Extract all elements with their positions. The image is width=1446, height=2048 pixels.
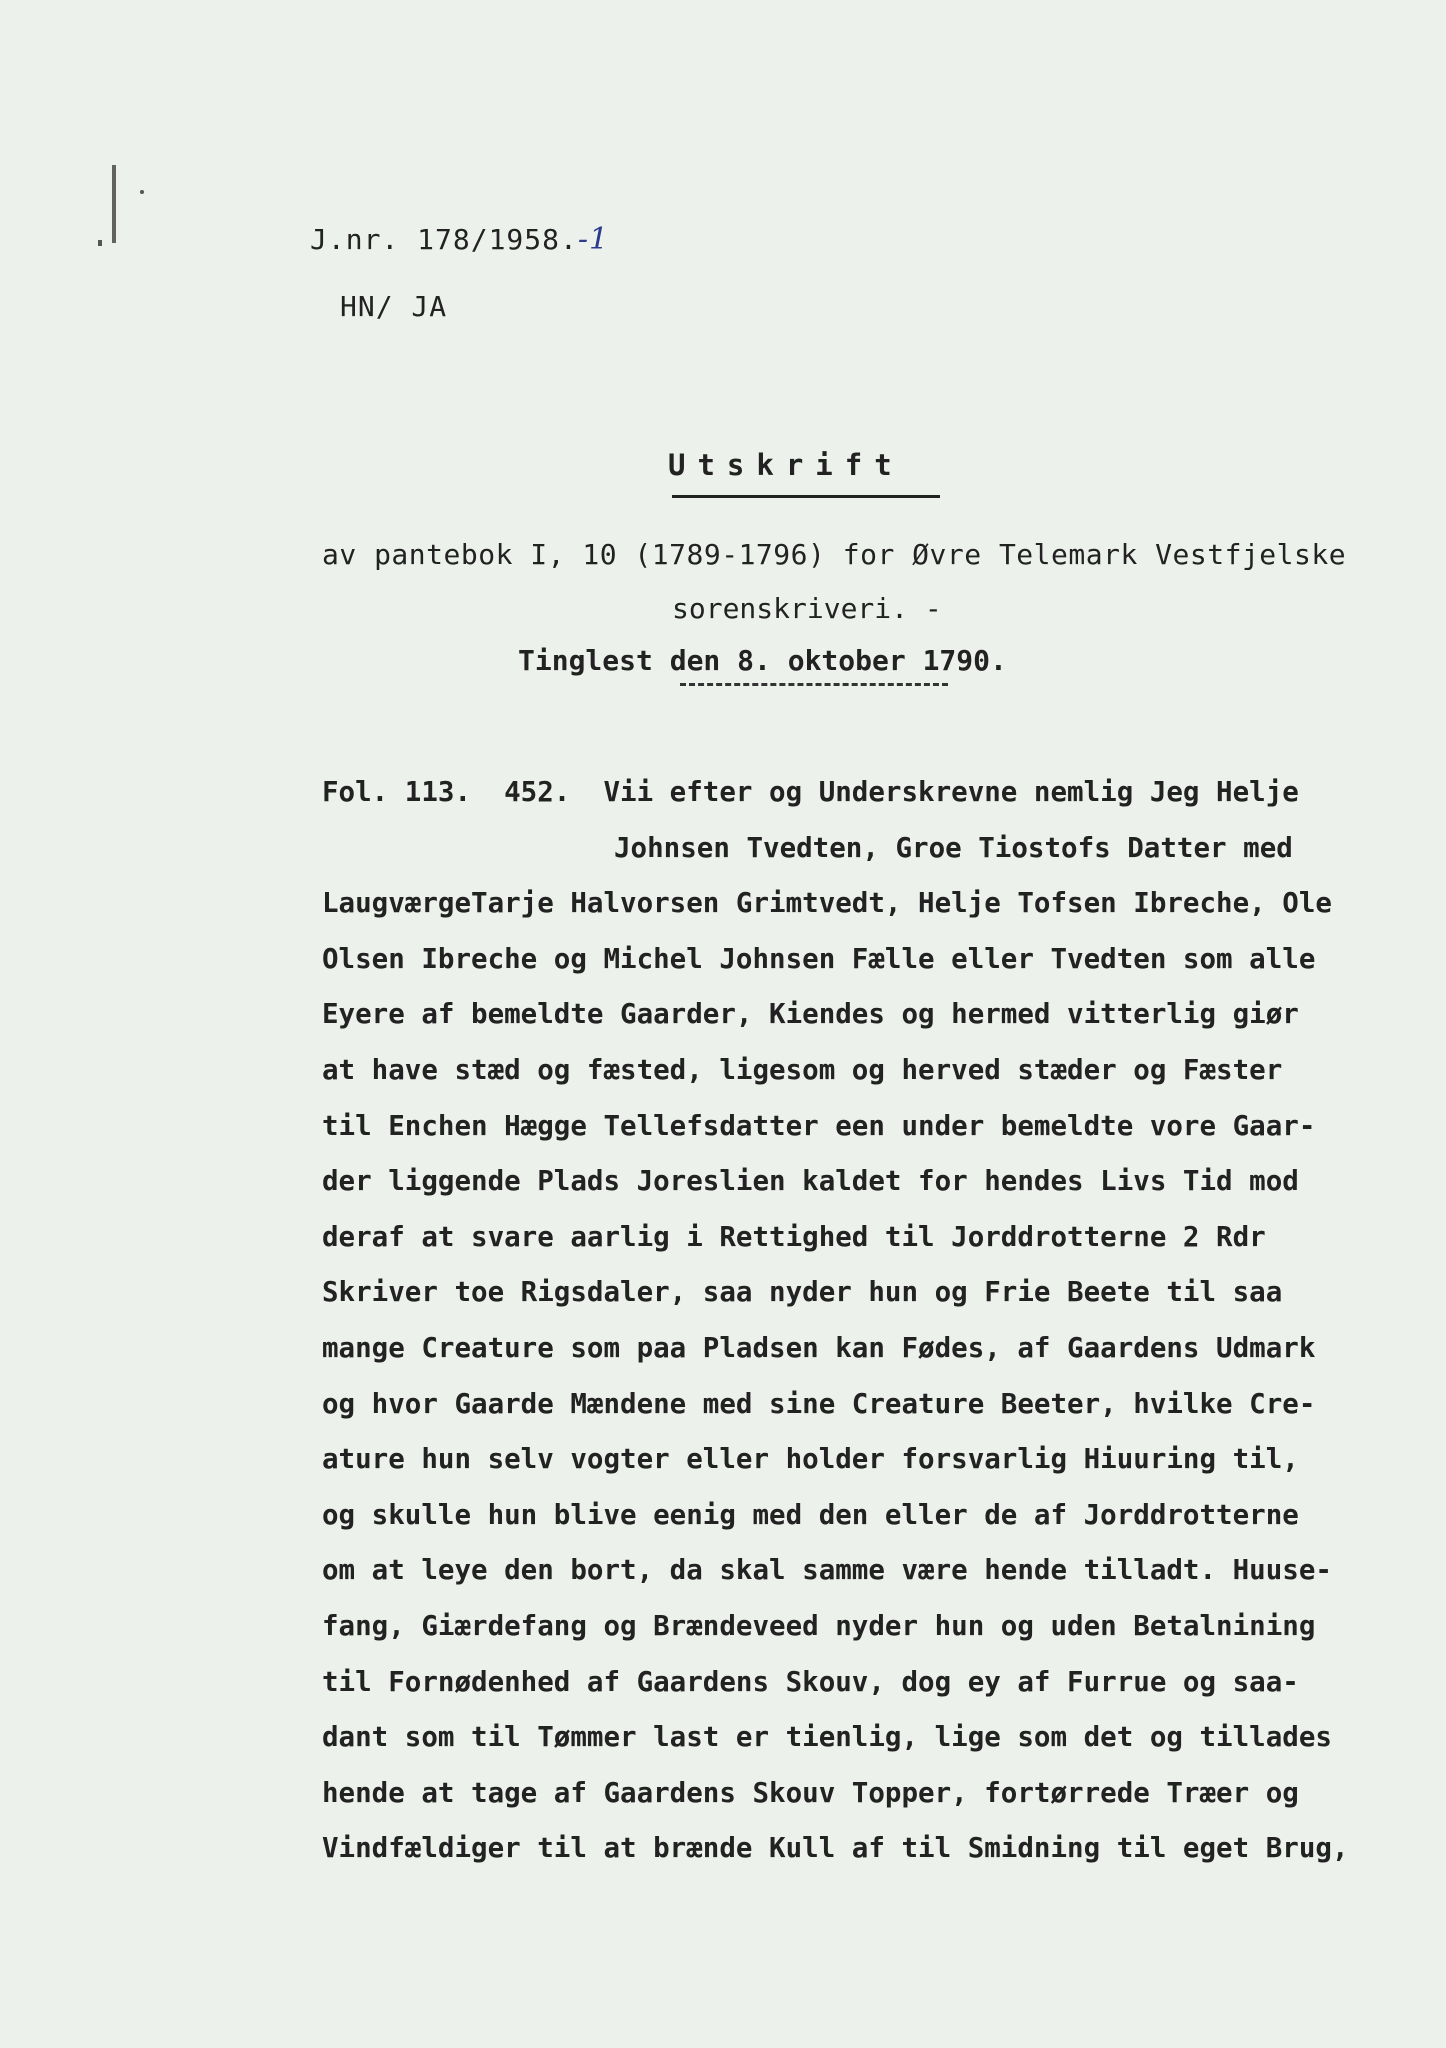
body-line: om at leye den bort, da skal samme være hende tilladt. Huuse-	[322, 1554, 1332, 1587]
journal-number: J.nr. 178/1958.	[310, 223, 578, 256]
body-line: og hvor Gaarde Mændene med sine Creature Beeter, hvilke Cre-	[322, 1387, 1316, 1420]
body-line: at have stæd og fæsted, ligesom og herved stæder og Fæster	[322, 1053, 1283, 1086]
body-line: til Fornødenhed af Gaardens Skouv, dog ey af Furrue og saa-	[322, 1665, 1299, 1698]
body-line: Olsen Ibreche og Michel Johnsen Fælle eller Tvedten som alle	[322, 942, 1316, 975]
journal-reference	[310, 222, 609, 257]
body-line: fang, Giærdefang og Brændeveed nyder hun og uden Betalnining	[322, 1609, 1316, 1642]
body-line: LaugværgeTarje Halvorsen Grimtvedt, Helje Tofsen Ibreche, Ole	[322, 887, 1332, 920]
body-line: ature hun selv vogter eller holder forsvarlig Hiuuring til,	[322, 1443, 1299, 1476]
registration-date: Tinglest den 8. oktober 1790.	[518, 644, 1007, 677]
margin-dot	[98, 240, 102, 246]
source-line-1: av pantebok I, 10 (1789-1796) for Øvre Telemark Vestfjelske	[322, 538, 1347, 571]
handwritten-suffix: -1	[577, 222, 610, 257]
margin-mark	[112, 165, 116, 243]
body-line: Skriver toe Rigsdaler, saa nyder hun og Frie Beete til saa	[322, 1276, 1283, 1309]
body-line: mange Creature som paa Pladsen kan Fødes, af Gaardens Udmark	[322, 1331, 1316, 1364]
initials: HN/ JA	[340, 290, 448, 323]
body-line: deraf at svare aarlig i Rettighed til Jorddrotterne 2 Rdr	[322, 1220, 1266, 1253]
body-line: hende at tage af Gaardens Skouv Topper, fortørrede Træer og	[322, 1776, 1299, 1809]
body-line: Johnsen Tvedten, Groe Tiostofs Datter med	[614, 831, 1293, 864]
body-line: Eyere af bemeldte Gaarder, Kiendes og hermed vitterlig giør	[322, 998, 1299, 1031]
source-line-2: sorenskriveri. -	[672, 592, 942, 625]
title-underline	[672, 495, 940, 498]
body-line: til Enchen Hægge Tellefsdatter een under bemeldte vore Gaar-	[322, 1109, 1316, 1142]
body-line: og skulle hun blive eenig med den eller de af Jorddrotterne	[322, 1498, 1299, 1531]
body-line: Vindfældiger til at brænde Kull af til Smidning til eget Brug,	[322, 1832, 1349, 1865]
document-title: Utskrift	[668, 448, 904, 482]
date-underline	[680, 683, 948, 686]
body-line: dant som til Tømmer last er tienlig, lige som det og tillades	[322, 1721, 1332, 1754]
body-line: der liggende Plads Joreslien kaldet for hendes Livs Tid mod	[322, 1165, 1299, 1198]
body-line: Fol. 113. 452. Vii efter og Underskrevne nemlig Jeg Helje	[322, 776, 1299, 808]
document-body	[322, 765, 1402, 1877]
margin-dot	[140, 190, 144, 194]
